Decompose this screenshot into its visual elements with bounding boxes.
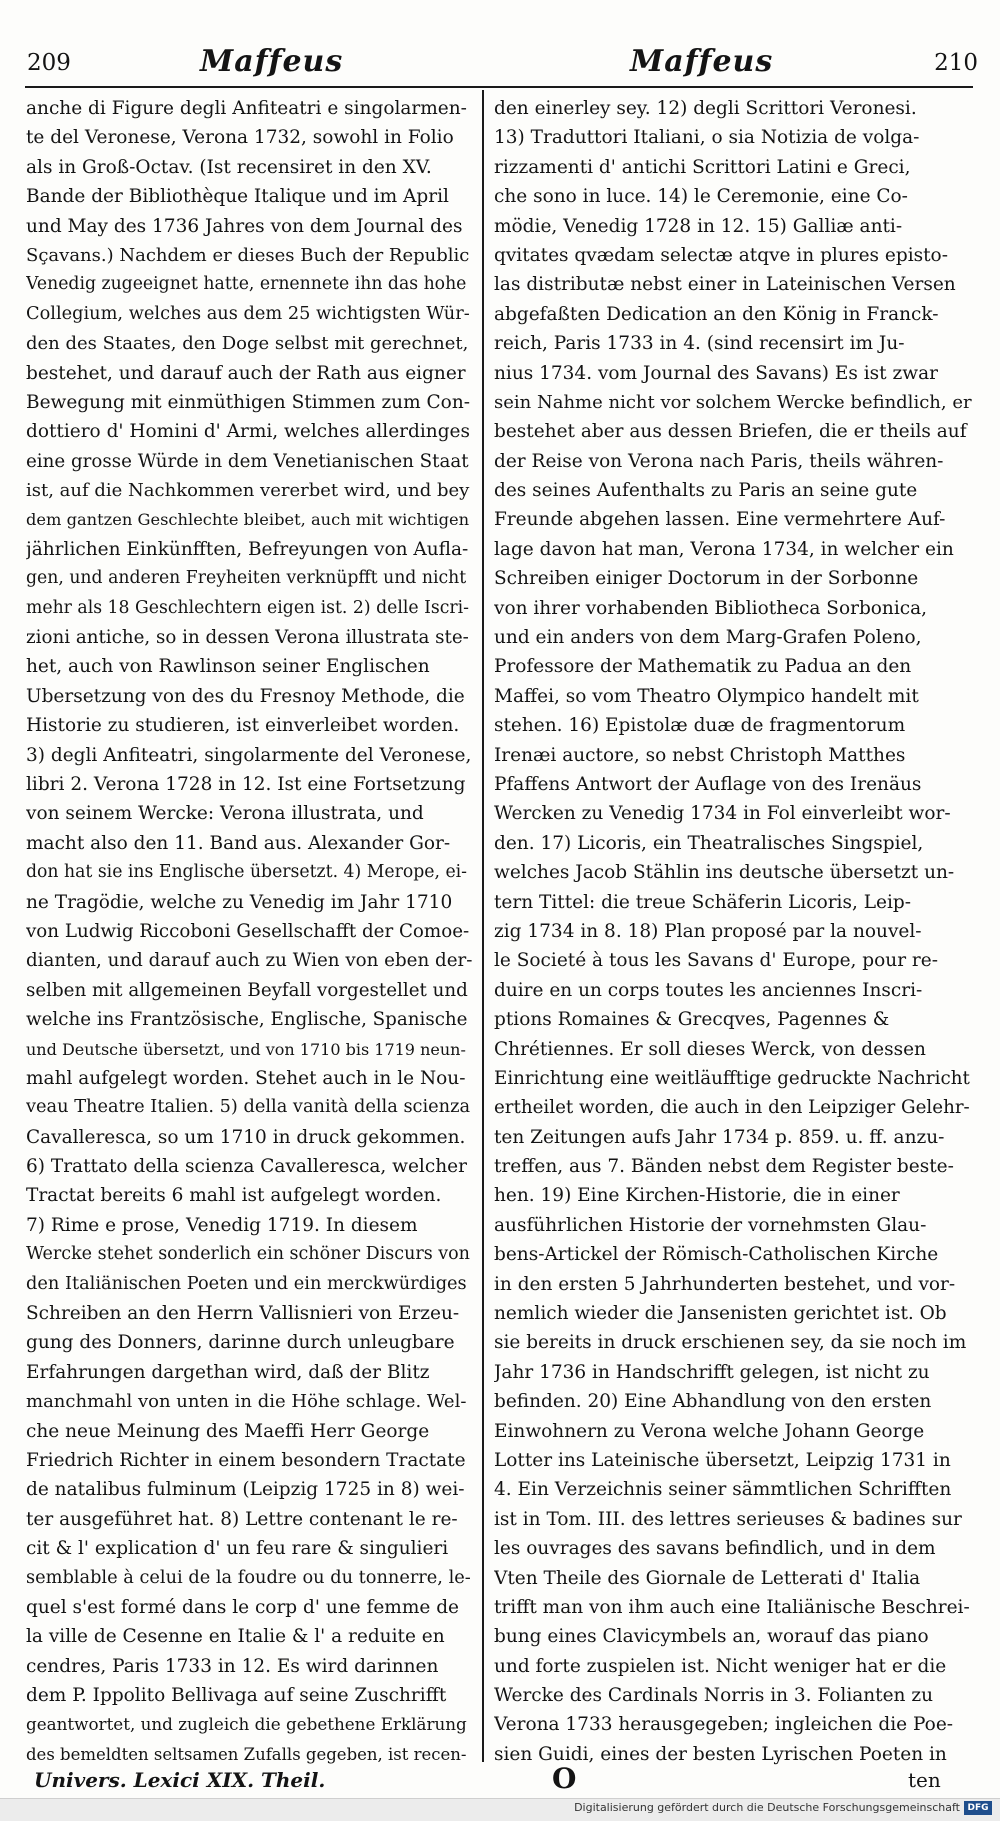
- text-line: und forte zuspielen ist. Nicht weniger hat er die: [494, 1655, 947, 1677]
- text-line: veau Theatre Italien. 5) della vanità della scienza: [26, 1097, 471, 1118]
- text-line: Tractat bereits 6 mahl ist aufgelegt worden.: [26, 1185, 442, 1207]
- text-line: ter ausgeführet hat. 8) Lettre contenant le re-: [26, 1508, 458, 1530]
- text-line: ptions Romaines & Grecqves, Pagennes &: [494, 1009, 890, 1031]
- text-line: bestehet aber aus dessen Briefen, die er theils auf: [494, 421, 967, 443]
- text-line: der Reise von Verona nach Paris, theils währen-: [494, 450, 944, 472]
- text-line: Wercke des Cardinals Norris in 3. Folianten zu: [494, 1685, 934, 1707]
- text-line: 3) degli Anfiteatri, singolarmente del Veronese,: [26, 744, 472, 766]
- text-line: ist, auf die Nachkommen vererbet wird, und bey: [26, 480, 470, 502]
- text-line: den. 17) Licoris, ein Theatralisches Singspiel,: [494, 832, 924, 854]
- text-line: ertheilet worden, die auch in den Leipziger Gelehr-: [494, 1097, 970, 1119]
- text-line: sie bereits in druck erschienen sey, da sie noch im: [494, 1332, 967, 1354]
- text-line: von seinem Wercke: Verona illustrata, und: [26, 803, 424, 825]
- text-line: zig 1734 in 8. 18) Plan proposé par la nouvel-: [494, 920, 922, 942]
- text-line: cendres, Paris 1733 in 12. Es wird darinnen: [26, 1655, 439, 1677]
- text-line: Verona 1733 herausgegeben; ingleichen die Poe-: [494, 1714, 954, 1736]
- text-line: Wercke stehet sonderlich ein schöner Discurs von: [26, 1244, 470, 1265]
- text-line: mödie, Venedig 1728 in 12. 15) Galliæ anti-: [494, 215, 903, 237]
- text-line: Wercken zu Venedig 1734 in Fol einverleibt wor-: [494, 803, 951, 825]
- text-line: befinden. 20) Eine Abhandlung von den ersten: [494, 1391, 932, 1413]
- text-line: stehen. 16) Epistolæ duæ de fragmentorum: [494, 715, 906, 737]
- text-line: che sono in luce. 14) le Ceremonie, eine Co-: [494, 186, 908, 208]
- signature-mark: O: [552, 1762, 577, 1795]
- text-line: dem P. Ippolito Bellivaga auf seine Zuschrifft: [26, 1685, 447, 1707]
- text-line: dianten, und darauf auch zu Wien von eben der-: [26, 950, 472, 972]
- text-line: bestehet, und darauf auch der Rath aus eigner: [26, 362, 466, 384]
- text-line: Einwohnern zu Verona welche Johann George: [494, 1420, 925, 1442]
- running-head-left: Maffeus: [200, 44, 344, 79]
- text-line: ist in Tom. III. des lettres serieuses & badines sur: [494, 1508, 962, 1530]
- text-line: Freunde abgehen lassen. Eine vermehrtere Auf-: [494, 509, 946, 531]
- text-line: les ouvrages des savans befindlich, und in dem: [494, 1538, 936, 1560]
- text-line: sein Nahme nicht vor solchem Wercke befindlich, er: [494, 391, 972, 413]
- text-line: Jahr 1736 in Handschrifft gelegen, ist nicht zu: [494, 1361, 930, 1383]
- text-line: le Societé à tous les Savans d' Europe, pour re-: [494, 950, 938, 972]
- text-line: dem gantzen Geschlechte bleibet, auch mit wichtigen: [26, 510, 470, 530]
- text-line: te del Veronese, Verona 1732, sowohl in Folio: [26, 127, 454, 149]
- text-line: de natalibus fulminum (Leipzig 1725 in 8) wei-: [26, 1479, 465, 1501]
- text-line: sien Guidi, eines der besten Lyrischen Poeten in: [494, 1743, 947, 1765]
- text-line: eine grosse Würde in dem Venetianischen Staat: [26, 450, 469, 472]
- text-line: mahl aufgelegt worden. Stehet auch in le Nou-: [26, 1067, 466, 1089]
- text-line: treffen, aus 7. Bänden nebst dem Register beste-: [494, 1156, 954, 1178]
- text-line: tern Tittel: die treue Schäferin Licoris, Leip-: [494, 891, 911, 913]
- text-line: als in Groß-Octav. (Ist recensiret in den XV.: [26, 156, 432, 178]
- page-number-right: 210: [934, 50, 978, 76]
- text-line: in den ersten 5 Jahrhunderten bestehet, und vor-: [494, 1273, 956, 1295]
- text-line: bens-Artickel der Römisch-Catholischen Kirche: [494, 1244, 939, 1266]
- text-line: Bewegung mit einmüthigen Stimmen zum Con-: [26, 391, 470, 413]
- text-line: geantwortet, und zugleich die gebethene Erklärung: [26, 1714, 467, 1735]
- text-line: Maffei, so vom Theatro Olympico handelt mit: [494, 685, 919, 707]
- text-line: Cavalleresca, so um 1710 in druck gekommen.: [26, 1126, 466, 1148]
- text-line: Einrichtung eine weitläufftige gedruckte Nachricht: [494, 1067, 970, 1089]
- text-line: ne Tragödie, welche zu Venedig im Jahr 1710: [26, 891, 453, 913]
- text-line: und ein anders von dem Marg-Grafen Poleno,: [494, 627, 922, 649]
- text-line: trifft man von ihm auch eine Italiänische Beschrei-: [494, 1596, 970, 1618]
- text-line: und May des 1736 Jahres von dem Journal des: [26, 215, 463, 237]
- catchword: ten: [908, 1768, 941, 1792]
- text-line: ausführlichen Historie der vornehmsten Glau-: [494, 1214, 927, 1236]
- text-line: den Italiänischen Poeten und ein merckwürdiges: [26, 1273, 467, 1294]
- text-line: Ubersetzung von des du Fresnoy Methode, die: [26, 685, 465, 707]
- text-line: 7) Rime e prose, Venedig 1719. In diesem: [26, 1214, 418, 1236]
- text-line: 6) Trattato della scienza Cavalleresca, welcher: [26, 1156, 467, 1178]
- text-line: Irenæi auctore, so nebst Christoph Matthes: [494, 744, 906, 766]
- running-head-right: Maffeus: [630, 44, 774, 79]
- text-line: het, auch von Rawlinson seiner Englischen: [26, 656, 430, 678]
- text-line: welche ins Frantzösische, Englische, Spanische: [26, 1009, 468, 1031]
- text-line: lage davon hat man, Verona 1734, in welcher ein: [494, 538, 954, 560]
- text-line: des bemeldten seltsamen Zufalls gegeben, ist recen-: [26, 1744, 467, 1764]
- text-line: Schreiben einiger Doctorum in der Sorbonne: [494, 568, 919, 590]
- text-line: Lotter ins Lateinische übersetzt, Leipzig 1731 in: [494, 1449, 951, 1471]
- text-line: hen. 19) Eine Kirchen-Historie, die in einer: [494, 1185, 900, 1207]
- text-line: semblable à celui de la foudre ou du tonnerre, le-: [26, 1567, 471, 1588]
- text-line: dottiero d' Homini d' Armi, welches allerdinges: [26, 421, 470, 443]
- text-column-right: [494, 94, 972, 1774]
- text-line: ten Zeitungen aufs Jahr 1734 p. 859. u. ff. anzu-: [494, 1126, 945, 1148]
- text-line: bung eines Clavicymbels an, worauf das piano: [494, 1626, 929, 1648]
- text-line: quel s'est formé dans le corp d' une femme de: [26, 1596, 459, 1618]
- text-line: gen, und anderen Freyheiten verknüpfft und nicht: [26, 568, 467, 589]
- text-line: Vten Theile des Giornale de Letterati d' Italia: [494, 1567, 921, 1589]
- text-line: Bande der Bibliothèque Italique und im April: [26, 186, 449, 208]
- text-line: manchmahl von unten in die Höhe schlage. Wel-: [26, 1391, 467, 1413]
- text-line: mehr als 18 Geschlechtern eigen ist. 2) delle Iscri-: [26, 597, 469, 618]
- page-number-left: 209: [27, 50, 71, 76]
- text-line: zioni antiche, so in dessen Verona illustrata ste-: [26, 627, 469, 649]
- text-line: nius 1734. vom Journal des Savans) Es ist zwar: [494, 362, 938, 384]
- text-line: rizzamenti d' antichi Scrittori Latini e Greci,: [494, 156, 911, 178]
- text-line: reich, Paris 1733 in 4. (sind recensirt im Ju-: [494, 333, 905, 355]
- text-line: 4. Ein Verzeichnis seiner sämmtlichen Schrifften: [494, 1479, 952, 1501]
- text-line: las distributæ nebst einer in Lateinischen Versen: [494, 274, 956, 296]
- text-line: abgefaßten Dedication an den König in Franck-: [494, 303, 939, 325]
- text-line: Schreiben an den Herrn Vallisnieri von Erzeu-: [26, 1303, 460, 1325]
- text-line: anche di Figure degli Anfiteatri e singolarmen-: [26, 98, 467, 119]
- text-line: Venedig zugeeignet hatte, ernennete ihn das hohe: [26, 274, 467, 295]
- text-line: Pfaffens Antwort der Auflage von des Irenäus: [494, 773, 922, 795]
- text-line: che neue Meinung des Maeffi Herr George: [26, 1420, 430, 1442]
- text-column-left: [26, 94, 472, 1774]
- text-line: den einerley sey. 12) degli Scrittori Veronesi.: [494, 98, 917, 119]
- text-line: la ville de Cesenne en Italie & l' a reduite en: [26, 1626, 445, 1648]
- text-line: Sçavans.) Nachdem er dieses Buch der Republic: [26, 244, 470, 266]
- text-line: duire en un corps toutes les anciennes Inscri-: [494, 979, 923, 1001]
- dfg-logo: DFG: [964, 1801, 992, 1815]
- text-line: cit & l' explication d' un feu rare & singulieri: [26, 1538, 449, 1560]
- text-line: Professore der Mathematik zu Padua an den: [494, 656, 912, 678]
- text-line: jährlichen Einkünfften, Befreyungen von Aufla-: [26, 538, 469, 560]
- text-line: macht also den 11. Band aus. Alexander Gor-: [26, 832, 451, 854]
- signature-line: Univers. Lexici XIX. Theil.: [34, 1768, 326, 1792]
- text-line: Friedrich Richter in einem besondern Tractate: [26, 1449, 466, 1471]
- digitization-credit: Digitalisierung gefördert durch die Deutsche Forschungsgemeinschaft: [574, 1801, 960, 1814]
- text-line: nemlich wieder die Jansenisten gerichtet ist. Ob: [494, 1303, 947, 1325]
- text-line: libri 2. Verona 1728 in 12. Ist eine Fortsetzung: [26, 773, 466, 795]
- text-line: gung des Donners, darinne durch unleugbare: [26, 1332, 455, 1354]
- text-line: des seines Aufenthalts zu Paris an seine gute: [494, 480, 918, 502]
- text-line: von ihrer vorhabenden Bibliotheca Sorbonica,: [494, 597, 928, 619]
- text-line: qvitates qvædam selectæ atqve in plures episto-: [494, 244, 948, 266]
- text-line: don hat sie ins Englische übersetzt. 4) Merope, ei-: [26, 862, 467, 883]
- text-line: den des Staates, den Doge selbst mit gerechnet,: [26, 333, 469, 355]
- text-line: welches Jacob Stählin ins deutsche übersetzt un-: [494, 862, 955, 884]
- column-divider: [482, 90, 484, 1762]
- text-line: und Deutsche übersetzt, und von 1710 bis 1719 neun-: [26, 1039, 466, 1059]
- text-line: Historie zu studieren, ist einverleibet worden.: [26, 715, 460, 737]
- text-line: Collegium, welches aus dem 25 wichtigsten Wür-: [26, 303, 470, 324]
- header-rule: [25, 86, 973, 88]
- text-line: Erfahrungen dargethan wird, daß der Blitz: [26, 1361, 430, 1383]
- text-line: Chrétiennes. Er soll dieses Werck, von dessen: [494, 1038, 926, 1060]
- text-line: selben mit allgemeinen Beyfall vorgestellet und: [26, 979, 468, 1001]
- text-line: von Ludwig Riccoboni Gesellschafft der Comoe-: [26, 920, 470, 942]
- text-line: 13) Traduttori Italiani, o sia Notizia de volga-: [494, 127, 920, 149]
